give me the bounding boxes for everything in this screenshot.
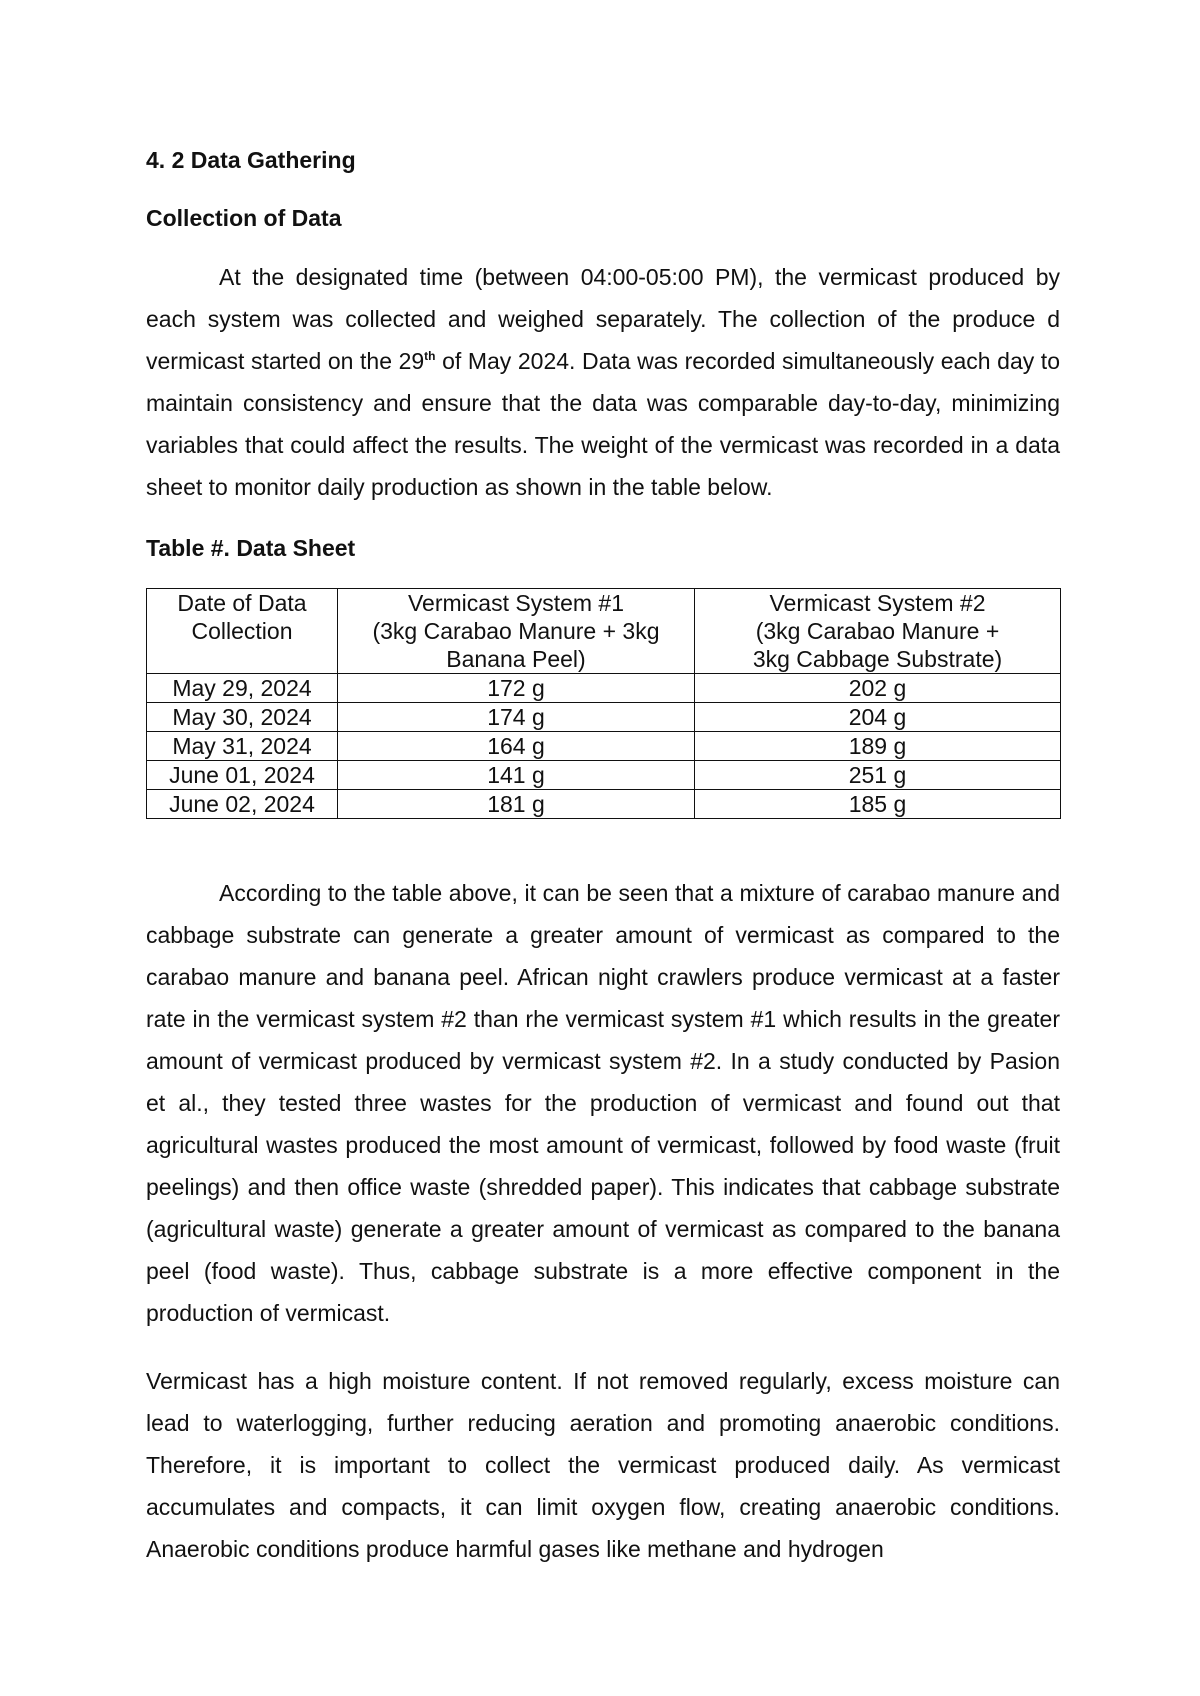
- table-row: [147, 674, 1061, 703]
- table-row: [147, 732, 1061, 761]
- cell-system-1: 164 g: [338, 732, 695, 761]
- table-row: [147, 703, 1061, 732]
- cell-date: May 30, 2024: [147, 703, 338, 732]
- section-heading: 4. 2 Data Gathering: [146, 147, 356, 173]
- cell-system-1: 181 g: [338, 790, 695, 819]
- data-sheet-table: [146, 588, 1061, 819]
- cell-system-1: 141 g: [338, 761, 695, 790]
- paragraph-analysis-text: According to the table above, it can be seen that a mixture of carabao manure and cabbage substrate can generate a greater amount of vermicast as compared to the carabao manure and banana peel. African night crawlers produce vermicast at a faster rate in the vermicast system #2 than rhe vermicast system #1 which results in the greater amount of vermicast produced by vermicast system #2. In a study conducted by Pasion et al., they tested three wastes for the production of vermicast and found out that agricultural wastes produced the most amount of vermicast, followed by food waste (fruit peelings) and then office waste (shredded paper). This indicates that cabbage substrate (agricultural waste) generate a greater amount of vermicast as compared to the banana peel (food waste). Thus, cabbage substrate is a more effective component in the production of vermicast.: [146, 880, 1060, 1326]
- cell-system-2: 189 g: [695, 732, 1061, 761]
- table-row: [147, 790, 1061, 819]
- header-system-1: Vermicast System #1 (3kg Carabao Manure + 3kg Banana Peel): [338, 589, 695, 674]
- cell-date: June 01, 2024: [147, 761, 338, 790]
- paragraph-moisture: Vermicast has a high moisture content. If not removed regularly, excess moisture can lead to waterlogging, further reducing aeration and promoting anaerobic conditions. Therefore, it is important to collect the vermicast produced daily. As vermicast accumulates and compacts, it can limit oxygen flow, creating anaerobic conditions. Anaerobic conditions produce harmful gases like methane and hydrogen: [146, 1368, 1060, 1562]
- cell-date: June 02, 2024: [147, 790, 338, 819]
- header-system-2: Vermicast System #2 (3kg Carabao Manure + 3kg Cabbage Substrate): [695, 589, 1061, 674]
- cell-system-2: 185 g: [695, 790, 1061, 819]
- ordinal-suffix: th: [424, 349, 436, 363]
- cell-system-2: 204 g: [695, 703, 1061, 732]
- table-caption: Table #. Data Sheet: [146, 535, 356, 561]
- cell-system-2: 251 g: [695, 761, 1061, 790]
- table-header-row: [147, 589, 1061, 674]
- cell-date: May 31, 2024: [147, 732, 338, 761]
- cell-system-1: 174 g: [338, 703, 695, 732]
- paragraph-collection-text-2: of May 2024. Data was recorded simultaneously each day to maintain consistency and ensure that the data was comparable day-to-day, minimizing variables that could affect the results. The weight of the vermicast was recorded in a data sheet to monitor daily production as shown in the table below.: [146, 348, 1060, 500]
- table-row: [147, 761, 1061, 790]
- cell-system-2: 202 g: [695, 674, 1061, 703]
- paragraph-analysis: [146, 872, 1060, 1334]
- cell-system-1: 172 g: [338, 674, 695, 703]
- subheading-collection-of-data: Collection of Data: [146, 205, 342, 231]
- paragraph-collection: [146, 256, 1060, 508]
- paragraph-collection-text-1: At the designated time (between 04:00-05:00 PM), the vermicast produced by each system was collected and weighed separately. The collection of the produce d vermicast started on the 29: [146, 264, 1060, 374]
- header-date: Date of Data Collection: [147, 589, 338, 674]
- cell-date: May 29, 2024: [147, 674, 338, 703]
